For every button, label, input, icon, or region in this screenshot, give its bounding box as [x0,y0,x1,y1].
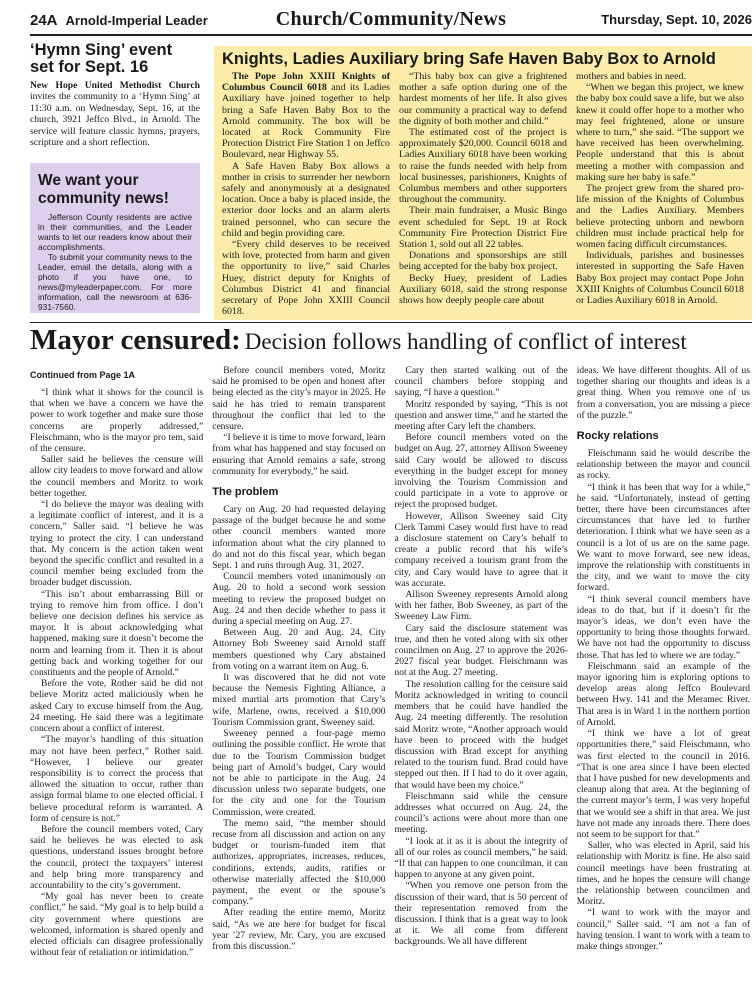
mayor-headline-block [30,324,752,358]
page-header [30,8,752,36]
mayor-paragraph: Fleischmann said while the censure addresses what occurred on Aug. 24, the council’s actions were about more than one meeting. [394,791,568,836]
hymn-sing-headline: ‘Hymn Sing’ event set for Sept. 16 [30,41,173,76]
mayor-paragraph: “I think it has been that way for a while,” he said. “Unfortunately, instead of getting better, there have been circumstances after circumstances that have led to further deterioration. I think what we have seen as a council is a lot of us are on the same page. We want to move forward, see new ideas, improve the relationship with constituents in the city, and we want to move the city forward. [576,482,750,594]
knights-text: and its Ladies Auxiliary have joined together to help bring a Safe Haven Baby Box to the Arnold community. The box will be located at Rock Community Fire Protection District Fire Station 1 on Jeffco Boulevard, near Highway 55. [222,82,390,161]
subhead-the-problem: The problem [212,486,279,499]
hymn-sing-text: invites the community to a ‘Hymn Sing’ at 11:30 a.m. on Wednesday, Sept. 16, at the church, 3921 Jeffco Blvd., in Arnold. The service will feature classic hymns, prayers, scripture and a short reflection. [30,91,200,149]
mayor-paragraph: “I think several council members have ideas to do that, but if it doesn’t fit the mayor’s ideas, we don’t even have the opportunity to bring those thoughts forward. We have not had the opportunity to discuss those. That has led to where we are today.” [576,594,750,661]
mayor-paragraph: Saller said he believes the censure will allow city leaders to move forward and allow the council members and Moritz to work better together. [30,455,204,499]
subhead-rocky-relations: Rocky relations [576,430,659,443]
mayor-paragraph: After reading the entire memo, Moritz said, “As we are here for budget for fiscal year ’27 review, Mr. Cary, you are excused from this discussion.” [212,908,386,952]
mayor-headline: Mayor censured: [30,324,241,356]
mayor-paragraph: The memo said, “the member should recuse from all discussion and action on any budget or tourism-funded item that authorizes, appropriates, increases, reduces, conditions, extends, audits, ratifies or otherwise materially affected the $10,000 payment, the event or the spouse’s company.” [212,818,386,908]
mayor-paragraph: It was discovered that he did not vote because the Nemesis Fighting Alliance, a mixed martial arts promotion that Cary’s wife, Marlene, owns, received a $10,000 Tourism Commission grant, Sweeney said. [212,673,386,728]
mayor-col-1 [30,366,203,980]
knights-paragraph: Donations and sponsorships are still being accepted for the baby box project. [399,250,567,273]
mayor-paragraph: However, Allison Sweeney said City Clerk Tammi Casey would first have to read a disclosure statement on Cary’s behalf to create a public record that his wife’s company received a tourism grant from the city, and Cary would have to agree that it was accurate. [394,511,568,589]
mayor-paragraph: Before council members voted, Moritz said he promised to be open and honest after being elected as the city’s mayor in 2025. He said he has tried to remain transparent throughout the conflict that led to the censure. [212,366,386,433]
mayor-paragraph: Sweeney penned a four-page memo outlining the possible conflict. He wrote that due to the Tourism Commission budget being part of Arnold’s budget, Cary would not be able to participate in the Aug. 24 discussion unless two separate budgets, one for the city and one for the Tourism Commission, were created. [212,729,386,818]
knights-col-1 [222,71,390,317]
knights-article [214,46,752,320]
paper-name: Arnold-Imperial Leader [65,13,208,28]
hymn-sing-body [30,80,200,148]
mayor-paragraph: Fleischmann said an example of the mayor ignoring him is exploring options to develop areas along Jeffco Boulevard between Hwy. 141 and the Meramec River. That area is in Ward 1 in the northern portion of Arnold. [576,661,750,728]
mayor-paragraph: Cary then started walking out of the council chambers before stopping and saying, “I have a question.” [394,366,568,399]
knights-paragraph: A Safe Haven Baby Box allows a mother in crisis to surrender her newborn safely and anonymously at a designated location. Once a baby is placed inside, the exterior door locks and an alarm alerts trained personnel, who can secure the child and begin providing care. [222,160,390,239]
knights-paragraph: mothers and babies in need. [576,71,686,82]
knights-paragraph: “Every child deserves to be received with love, protected from harm and given the opportunity to live,” said Charles Huey, district deputy for Knights of Columbus District 41 and financial secretary of Pope John XXIII Council 6018. [222,239,390,318]
mayor-paragraph: “I believe it is time to move forward, learn from what has happened and stay focused on ensuring that Arnold remains a safe, strong community for everybody,” he said. [212,433,386,477]
mayor-col-4 [577,366,750,980]
community-news-box [30,163,200,313]
mayor-paragraph: “The mayor’s handling of this situation may not have been perfect,” Rother said. “However, I believe our greater responsibility is to correct the process that allowed the situation to occur, rather than assign formal blame to one elected official. I believe procedural reform is warranted. A form of censure is not.” [30,735,204,824]
knights-lead: The Pope John XXIII Knights of Columbus Council 6018 [222,71,390,94]
knights-paragraph: The estimated cost of the project is approximately $20,000. Council 6018 and Ladies Auxiliary 6018 have been working to raise the funds needed with help from local businesses, parishioners, Knights of Columbus members and other supporters throughout the community. [399,127,567,206]
mayor-paragraph: “I do believe the mayor was dealing with a legitimate conflict of interest, and it is a concern,” Saller said. “I believe he was trying to protect the city. I can understand that. My concern is the action taken went beyond the specific conflict and resulted in a council member being excluded from the broader budget discussion. [30,500,204,589]
page-number: 24A [30,12,58,29]
mayor-paragraph: Saller, who was elected in April, said his relationship with Moritz is fine. He also said council meetings have been frustrating at times, and he hopes the censure will change the relationship between councilmen and Moritz. [576,841,750,908]
mayor-paragraph: Before the vote, Rother said he did not believe Moritz acted maliciously when he asked Cary to excuse himself from the Aug. 24 meeting. He said there was a legitimate concern about a conflict of interest. [30,679,204,735]
mayor-paragraph: Before council members voted on the budget on Aug. 27, attorney Allison Sweeney said Cary would be allowed to discuss everything in the budget except for money involving the Tourism Commission and could participate in a vote to approve or reject the proposed budget. [394,433,568,511]
community-news-p2: To submit your community news to the Leader, email the details, along with a photo if you have one, to news@myleaderpaper.com. For more information, call the newsroom at 636-931-7560. [38,252,192,312]
mayor-col-2 [212,366,385,980]
mayor-paragraph: Between Aug. 20 and Aug. 24, City Attorney Bob Sweeney said Arnold staff members questioned why Cary abstained from voting on a warrant item on Aug. 6. [212,628,386,672]
hymn-sing-lead: New Hope United Methodist Church [30,80,200,91]
mayor-paragraph: The resolution calling for the censure said Moritz acknowledged in writing to council members that he could have handled the Aug. 24 meeting differently. The resolution said Moritz wrote, “Another approach would have been to proceed with the budget discussion with Brad except for anything related to the tourism fund. Brad could have stepped out then. If I had to do it over again, that would have been my choice.” [394,679,568,791]
mayor-paragraph: “I want to work with the mayor and council,” Saller said. “I am not a fan of having tension. I want to work with a team to make things stronger.” [576,908,750,952]
knights-paragraph: “This baby box can give a frightened mother a safe option during one of the hardest moments of her life. It also gives our community a practical way to defend the dignity of both mother and child.” [399,71,567,127]
knights-paragraph: “When we began this project, we knew the baby box could save a life, but we also knew it could offer hope to a mother who may feel frightened, alone or unsure where to turn,” she said. “The support we have received has been overwhelming. People understand that this is about meeting a mother with compassion and making sure her baby is safe.” [576,82,744,183]
knights-columns [222,71,744,317]
mayor-paragraph: “I think we have a lot of great opportunities there,” said Fleischmann, who was first elected to the council in 2016. “That is one area since I have been elected that I have pushed for new developments and cleanup along that area. At the beginning of the current mayor’s term, I was very hopeful that we would see a shift in that area. We just have not made any inroads there. There does not seem to be support for that.” [576,729,750,840]
issue-date: Thursday, Sept. 10, 2026 [601,12,752,27]
mayor-paragraph: Before the council members voted, Cary said he believes he was elected to ask questions, understand issues brought before the council, protect the taxpayers’ interest and help bring more transparency and accountability to the city’s government. [30,824,204,891]
section-title: Church/Community/News [275,8,507,30]
mayor-paragraph: Fleischmann said he would describe the relationship between the mayor and council as rocky. [576,449,750,482]
mayor-paragraph: ideas. We have different thoughts. All of us together sharing our thoughts and ideas is a great thing. When you remove one of us from a conversation, you are missing a piece of the puzzle.” [576,366,750,421]
knights-col-2 [399,71,567,317]
continued-line: Continued from Page 1A [30,370,136,380]
mayor-paragraph: “This isn’t about embarrassing Bill or trying to remove him from office. I don’t believe one decision defines his service as mayor. It is about acknowledging what happened, making sure it doesn’t become the norm and learning from it. Then it is about getting back and working together for our constituents and the people of Arnold.” [30,589,204,679]
community-news-headline: We want your community news! [38,172,169,207]
mayor-paragraph: Allison Sweeney represents Arnold along with her father, Bob Sweeney, as part of the Sweeney Law Firm. [394,590,568,623]
mayor-subhead: Decision follows handling of conflict of interest [244,329,687,354]
mayor-col-3 [395,366,568,980]
mayor-paragraph: “I think what it shows for the council is that when we have a concern we have the power to work together and make sure those concerns are properly addressed,” Fleischmann, who is the mayor pro tem, said of the censure. [30,388,204,455]
mayor-paragraph: Council members voted unanimously on Aug. 20 to hold a second work session meeting to review the proposed budget on Aug. 24 and then decide whether to pass it during a special meeting on Aug. 27. [212,572,386,628]
mayor-paragraph: Cary said the disclosure statement was true, and then he voted along with six other councilmen on Aug. 27 to approve the 2026-2027 fiscal year budget. Fleischmann was not at the Aug. 27 meeting. [394,623,568,679]
knights-paragraph: Their main fundraiser, a Music Bingo event scheduled for Sept. 19 at Rock Community Fire Protection District Fire Station 1, sold out all 22 tables. [399,205,567,251]
community-news-p1: Jefferson County residents are active in their communities, and the Leader wants to let our readers know about their accomplishments. [38,212,192,252]
knights-paragraph: Individuals, parishes and businesses interested in supporting the Safe Haven Baby Box project may contact Pope John XXIII Knights of Columbus Council 6018 or Ladies Auxiliary 6018 in Arnold. [576,250,744,307]
knights-paragraph: The project grew from the shared pro-life mission of the Knights of Columbus and the Ladies Auxiliary. Members believe protecting unborn and newborn children must include practical help for women facing difficult circumstances. [576,183,744,251]
section-divider [30,322,752,323]
knights-paragraph: Becky Huey, president of Ladies Auxiliary 6018, said the strong response shows how deeply people care about [399,272,567,307]
mayor-paragraph: “When you remove one person from the discussion of their ward, that is 50 percent of their representation removed from the discussion. I think that is a great way to look at it. We all come from different backgrounds. We all have different [394,881,568,948]
hymn-sing-article [30,42,200,148]
mayor-paragraph: Moritz responded by saying, “This is not question and answer time,” and he started the meeting after Cary left the chambers. [394,399,568,433]
mayor-paragraph: “I look at it as it is about the integrity of all of our roles as council members,” he said. “If that can happen to one councilman, it can happen to anyone at any given point. [394,836,568,881]
knights-headline: Knights, Ladies Auxiliary bring Safe Haven Baby Box to Arnold [222,50,716,68]
mayor-article [30,366,752,980]
mayor-paragraph: “My goal has never been to create conflict,” he said. “My goal is to help build a city government where questions are welcomed, information is shared openly and elected officials can disagree professionally without fear of retaliation or intimidation.” [30,892,204,959]
mayor-paragraph: Cary on Aug. 20 had requested delaying passage of the budget because he and some other council members wanted more information about what the city planned to do and not do this fiscal year, which began Sept. 1 and runs through Aug. 31, 2027. [212,505,386,572]
knights-col-3 [576,71,744,317]
knights-paragraph [222,71,390,161]
